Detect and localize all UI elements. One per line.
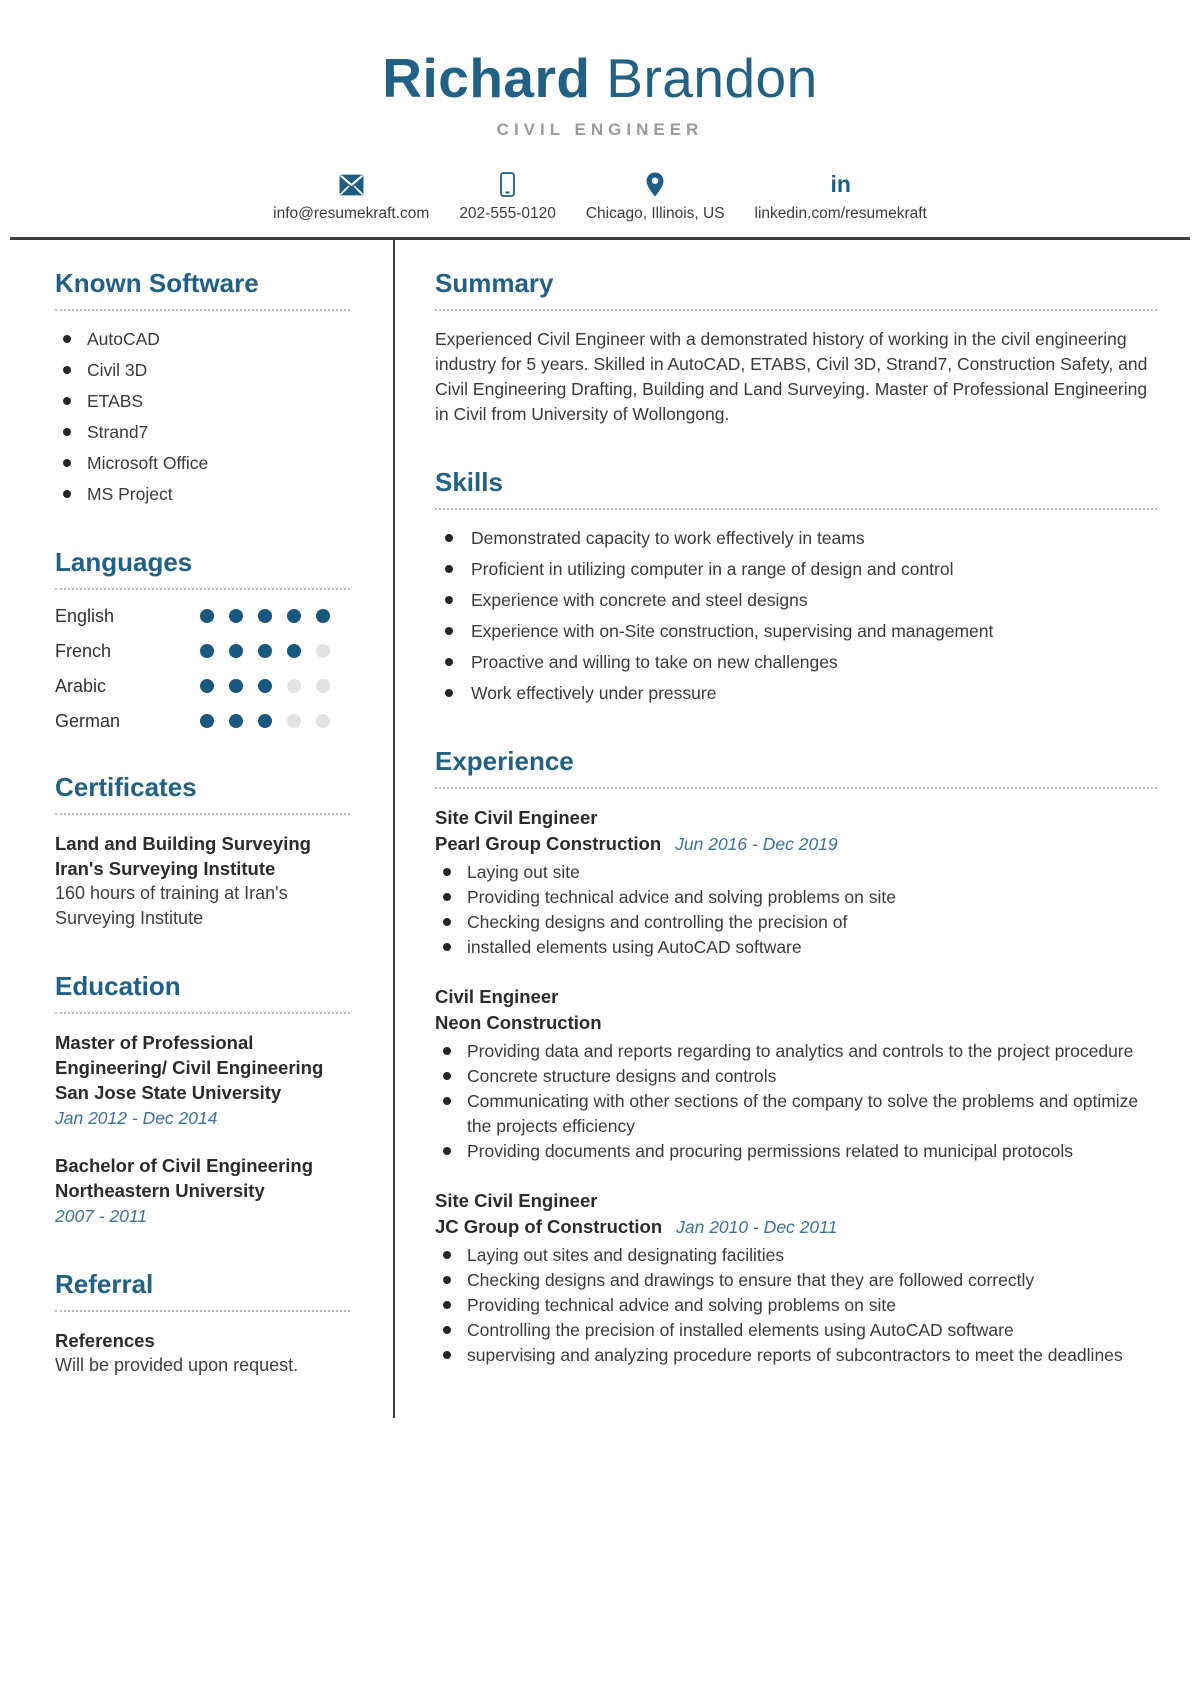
language-name: Arabic: [55, 675, 107, 696]
contact-text: info@resumekraft.com: [273, 204, 430, 222]
level-dot: [200, 644, 214, 658]
section-experience: [435, 746, 1157, 1368]
software-item: Civil 3D: [55, 358, 350, 383]
software-item: ETABS: [55, 389, 350, 414]
section-title: Skills: [435, 467, 1157, 510]
section-title: Certificates: [55, 772, 350, 815]
education-dates: 2007 - 2011: [55, 1205, 148, 1226]
company-name: Neon Construction: [435, 1011, 602, 1033]
duty-item: Laying out site: [435, 860, 1157, 885]
job-dates: Jan 2010 - Dec 2011: [676, 1216, 838, 1237]
language-level-dots: [200, 714, 330, 728]
experience-entries: [435, 805, 1157, 1368]
section-skills: [435, 467, 1157, 706]
level-dot: [229, 609, 243, 623]
level-dot: [258, 609, 272, 623]
language-row: [55, 711, 350, 732]
section-title: Summary: [435, 268, 1157, 311]
section-known-software: [55, 268, 350, 507]
certificate-issuer: Iran's Surveying Institute: [55, 857, 276, 879]
job-company-line: [435, 1214, 1157, 1240]
duty-item: Concrete structure designs and controls: [435, 1064, 1157, 1089]
section-certificates: [55, 772, 350, 931]
level-dot: [316, 644, 330, 658]
section-title: Referral: [55, 1269, 350, 1312]
contact-row: [0, 172, 1200, 223]
skills-list: [435, 526, 1157, 706]
job-company-line: [435, 1010, 1157, 1036]
duty-item: supervising and analyzing procedure reports of subcontractors to meet the deadlines: [435, 1343, 1157, 1368]
software-item: AutoCAD: [55, 327, 350, 352]
level-dot: [287, 679, 301, 693]
language-level-dots: [200, 609, 330, 623]
language-row: [55, 676, 350, 697]
job-dates: Jun 2016 - Dec 2019: [675, 833, 838, 854]
job-title-subtitle: CIVIL ENGINEER: [496, 119, 704, 139]
skill-item: Proactive and willing to take on new challenges: [435, 650, 1157, 675]
skill-item: Demonstrated capacity to work effectively in teams: [435, 526, 1157, 551]
job-duties: [435, 860, 1157, 960]
experience-entry: [435, 805, 1157, 960]
section-languages: [55, 547, 350, 732]
certificates-entries: [55, 831, 350, 931]
job-company-line: [435, 831, 1157, 857]
section-education: [55, 971, 350, 1229]
software-item: Strand7: [55, 420, 350, 445]
company-name: JC Group of Construction: [435, 1215, 663, 1237]
level-dot: [287, 609, 301, 623]
level-dot: [229, 679, 243, 693]
section-title: Experience: [435, 746, 1157, 789]
contact-email: [273, 172, 429, 223]
section-title: Education: [55, 971, 350, 1014]
certificate-entry: [55, 831, 350, 931]
language-row: [55, 641, 350, 662]
level-dot: [287, 644, 301, 658]
job-title: Site Civil Engineer: [435, 806, 598, 828]
level-dot: [200, 609, 214, 623]
job-title: Site Civil Engineer: [435, 1189, 598, 1211]
duty-item: Providing technical advice and solving problems on site: [435, 885, 1157, 910]
section-title: Languages: [55, 547, 350, 590]
level-dot: [316, 714, 330, 728]
level-dot: [258, 644, 272, 658]
language-name: English: [55, 605, 115, 626]
level-dot: [316, 679, 330, 693]
summary-text: Experienced Civil Engineer with a demonstrated history of working in the civil engineering industry for 5 years. Skilled in AutoCAD, ETABS, Civil 3D, Strand7, Construction Safety, and Civil Engineering Drafting, Building and Land Surveying. Master of Professional Engineering in Civil from University of Wollongong.: [435, 328, 1148, 424]
first-name: Richard: [382, 47, 591, 109]
skill-item: Experience with concrete and steel designs: [435, 588, 1157, 613]
level-dot: [200, 679, 214, 693]
job-title: Civil Engineer: [435, 985, 559, 1007]
duty-item: Controlling the precision of installed elements using AutoCAD software: [435, 1318, 1157, 1343]
phone-icon: [500, 172, 515, 198]
level-dot: [287, 714, 301, 728]
duty-item: Communicating with other sections of the company to solve the problems and optimize the projects efficiency: [435, 1089, 1157, 1139]
content-columns: [0, 240, 1200, 1418]
experience-entry: [435, 1188, 1157, 1368]
language-level-dots: [200, 644, 330, 658]
certificate-name: Land and Building Surveying: [55, 832, 311, 854]
skill-item: Proficient in utilizing computer in a range of design and control: [435, 557, 1157, 582]
duty-item: Laying out sites and designating facilities: [435, 1243, 1157, 1268]
contact-text: linkedin.com/resumekraft: [754, 204, 927, 222]
company-name: Pearl Group Construction: [435, 832, 662, 854]
section-referral: [55, 1269, 350, 1378]
duty-item: Providing data and reports regarding to analytics and controls to the project procedure: [435, 1039, 1157, 1064]
duty-item: Checking designs and drawings to ensure that they are followed correctly: [435, 1268, 1157, 1293]
section-title: Known Software: [55, 268, 350, 311]
main-column: [395, 240, 1200, 1418]
level-dot: [316, 609, 330, 623]
duty-item: Providing documents and procuring permissions related to municipal protocols: [435, 1139, 1157, 1164]
location-icon: [646, 172, 664, 198]
school-name: Northeastern University: [55, 1179, 265, 1201]
skill-item: Work effectively under pressure: [435, 681, 1157, 706]
school-name: San Jose State University: [55, 1081, 282, 1103]
duty-item: installed elements using AutoCAD software: [435, 935, 1157, 960]
contact-phone: [459, 172, 556, 223]
software-item: Microsoft Office: [55, 451, 350, 476]
contact-text: 202-555-0120: [459, 204, 556, 222]
referral-text: Will be provided upon request.: [55, 1354, 299, 1375]
duty-item: Checking designs and controlling the precision of: [435, 910, 1157, 935]
resume-header: [0, 0, 1200, 240]
education-entry: [55, 1153, 350, 1229]
sidebar: [0, 240, 395, 1418]
referral-heading: References: [55, 1329, 155, 1351]
skill-item: Experience with on-Site construction, supervising and management: [435, 619, 1157, 644]
certificate-description: 160 hours of training at Iran's Surveying Institute: [55, 882, 288, 928]
linkedin-icon: in: [830, 171, 851, 198]
level-dot: [229, 644, 243, 658]
duty-item: Providing technical advice and solving problems on site: [435, 1293, 1157, 1318]
level-dot: [258, 714, 272, 728]
language-row: [55, 606, 350, 627]
language-level-dots: [200, 679, 330, 693]
contact-location: [586, 172, 725, 223]
level-dot: [229, 714, 243, 728]
software-list: [55, 327, 350, 507]
experience-entry: [435, 984, 1157, 1164]
candidate-name: [0, 47, 1200, 109]
section-summary: [435, 268, 1157, 427]
level-dot: [258, 679, 272, 693]
languages-list: [55, 606, 350, 732]
contact-linkedin: [755, 172, 927, 223]
software-item: MS Project: [55, 482, 350, 507]
email-icon: [339, 172, 364, 198]
job-duties: [435, 1039, 1157, 1164]
education-entry: [55, 1030, 350, 1131]
contact-text: Chicago, Illinois, US: [585, 204, 725, 222]
degree-name: Bachelor of Civil Engineering: [55, 1154, 314, 1176]
education-entries: [55, 1030, 350, 1229]
job-duties: [435, 1243, 1157, 1368]
language-name: German: [55, 710, 121, 731]
degree-name: Master of Professional Engineering/ Civil Engineering: [55, 1031, 324, 1078]
last-name: Brandon: [606, 47, 818, 109]
education-dates: Jan 2012 - Dec 2014: [55, 1107, 218, 1128]
level-dot: [200, 714, 214, 728]
language-name: French: [55, 640, 112, 661]
